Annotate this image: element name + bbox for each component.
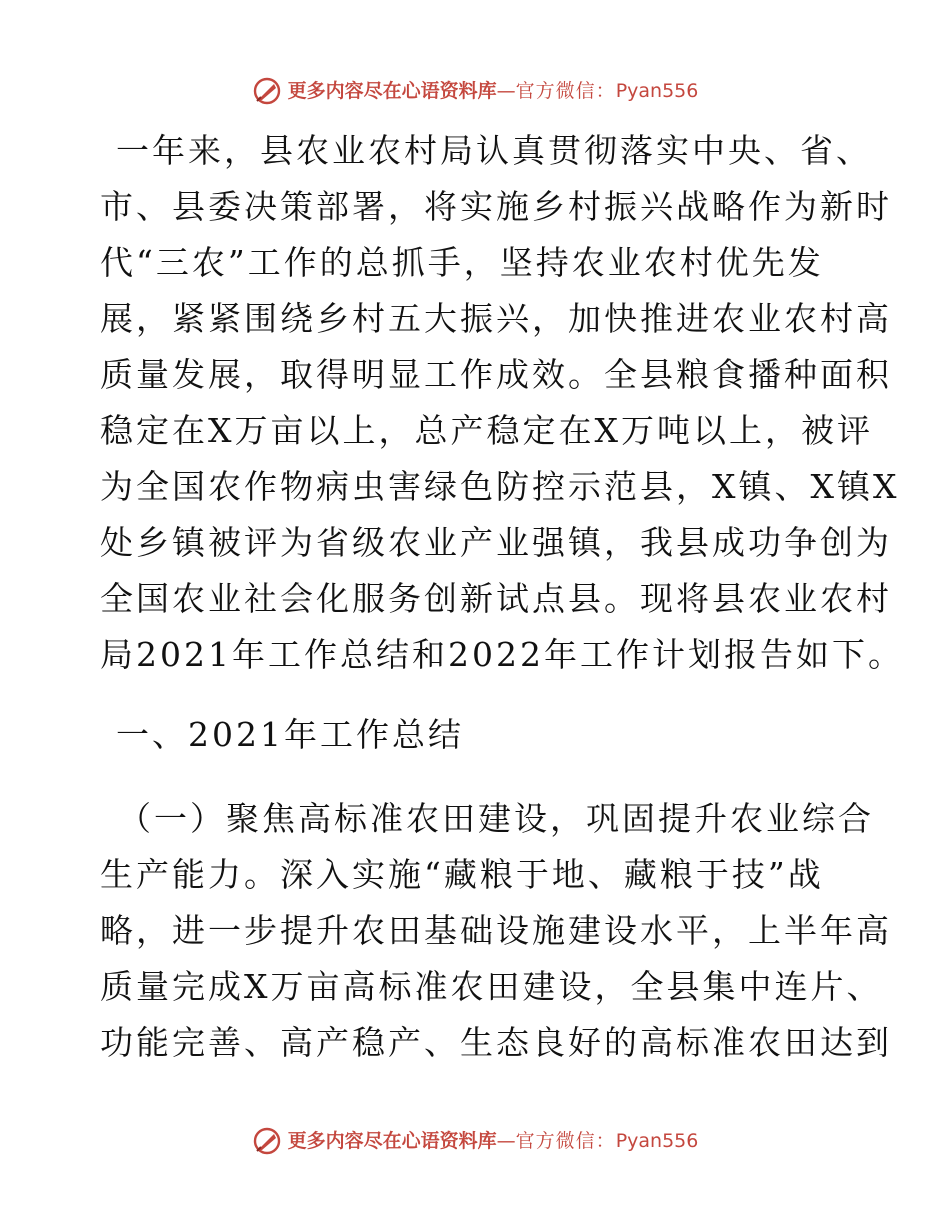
- footer-watermark: [0, 1124, 950, 1158]
- paragraph-line: 为全国农作物病虫害绿色防控示范县，X镇、X镇X: [100, 467, 900, 506]
- watermark-account: Pyan556: [615, 80, 699, 102]
- paragraph-line: 展，紧紧围绕乡村五大振兴，加快推进农业农村高: [100, 299, 892, 338]
- header-watermark: [0, 74, 950, 108]
- paragraph-line: 全国农业社会化服务创新试点县。现将县农业农村: [100, 579, 892, 618]
- quill-logo-icon: [252, 1126, 282, 1156]
- paragraph-line: 市、县委决策部署，将实施乡村振兴战略作为新时: [100, 187, 892, 226]
- paragraph-line: 质量完成X万亩高标准农田建设，全县集中连片、: [100, 967, 883, 1006]
- section-heading: 一、2021年工作总结: [116, 715, 464, 754]
- paragraph-line: 稳定在X万亩以上，总产稳定在X万吨以上，被评: [100, 411, 873, 450]
- paragraph-line: 功能完善、高产稳产、生态良好的高标准农田达到: [100, 1023, 892, 1062]
- paragraph-line: 生产能力。深入实施“藏粮于地、藏粮于技”战: [100, 855, 824, 894]
- paragraph-line: 代“三农”工作的总抓手，坚持农业农村优先发: [100, 243, 824, 282]
- paragraph-line: 一年来，县农业农村局认真贯彻落实中央、省、: [116, 131, 872, 170]
- watermark-dash: —: [496, 80, 516, 102]
- quill-logo-icon: [252, 76, 282, 106]
- watermark-label: 官方微信：: [515, 1130, 616, 1152]
- paragraph-line: 质量发展，取得明显工作成效。全县粮食播种面积: [100, 355, 892, 394]
- watermark-dash: —: [496, 1130, 516, 1152]
- subsection-line: （一）聚焦高标准农田建设，巩固提升农业综合: [118, 799, 874, 838]
- watermark-label: 官方微信：: [515, 80, 616, 102]
- paragraph-line: 略，进一步提升农田基础设施建设水平，上半年高: [100, 911, 892, 950]
- watermark-brand: 更多内容尽在心语资料库: [287, 80, 497, 102]
- paragraph-line: 局2021年工作总结和2022年工作计划报告如下。: [100, 635, 904, 674]
- watermark-account: Pyan556: [615, 1130, 699, 1152]
- watermark-brand: 更多内容尽在心语资料库: [287, 1130, 497, 1152]
- paragraph-line: 处乡镇被评为省级农业产业强镇，我县成功争创为: [100, 523, 892, 562]
